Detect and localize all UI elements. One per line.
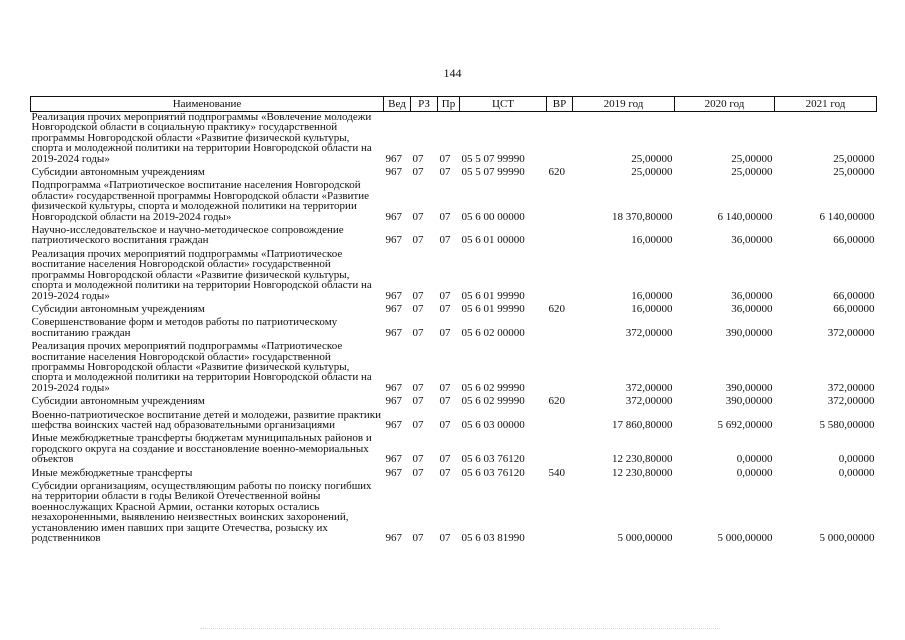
cell-rz: 07 (412, 453, 424, 466)
cell-ved: 967 (385, 326, 402, 339)
cell-y2019: 5 000,00000 (617, 532, 673, 545)
cell-rz: 07 (412, 234, 424, 247)
budget-table (30, 96, 877, 546)
cell-y2021: 5 000,00000 (819, 532, 875, 545)
cell-ved: 967 (385, 381, 402, 394)
cell-y2020: 36,00000 (731, 289, 773, 302)
cell-ved: 967 (385, 395, 402, 408)
cell-rz: 07 (412, 152, 424, 165)
table-row (31, 225, 877, 249)
cell-ved: 967 (385, 418, 402, 431)
cell-cst: 05 6 02 00000 (461, 326, 525, 339)
cell-rz: 07 (412, 289, 424, 302)
cell-y2021: 372,00000 (827, 326, 875, 339)
cell-y2021: 6 140,00000 (819, 210, 875, 223)
cell-y2020: 25,00000 (731, 152, 773, 165)
header-2019: 2019 год (573, 97, 675, 112)
cell-y2020: 25,00000 (731, 166, 773, 179)
table-row (31, 433, 877, 467)
cell-pr: 07 (439, 210, 451, 223)
header-vr: ВР (547, 97, 573, 112)
table-row (31, 396, 877, 409)
cell-y2021: 372,00000 (827, 395, 875, 408)
cell-rz: 07 (412, 466, 424, 479)
cell-pr: 07 (439, 234, 451, 247)
cell-rz: 07 (412, 302, 424, 315)
cell-pr: 07 (439, 289, 451, 302)
cell-pr: 07 (439, 326, 451, 339)
cell-y2020: 390,00000 (725, 381, 773, 394)
cell-ved: 967 (385, 152, 402, 165)
cell-name: Иные межбюджетные трансферты (31, 466, 193, 479)
cell-vr (547, 249, 573, 304)
cell-name: Реализация прочих мероприятий подпрограммы «Вовлечение молодежи Новгородской области в социальную практику» государственной программы Новгородской области «Развитие физической культуры, спорта и молодежной политики на территории Новгородской области на 2019-2024 годы» (31, 111, 372, 165)
cell-rz: 07 (412, 381, 424, 394)
cell-y2019: 18 370,80000 (612, 210, 673, 223)
cell-name: Реализация прочих мероприятий подпрограммы «Патриотическое воспитание населения Новгородской области» государственной программы Новгородской области «Развитие физической культуры, спорта и молодежной политики на территории Новгородской области на 2019-2024 годы» (31, 340, 372, 394)
cell-name: Военно-патриотическое воспитание детей и молодежи, развитие практики шефства воинских частей над образовательными организациями (31, 408, 381, 431)
cell-y2019: 16,00000 (631, 302, 673, 315)
table-row (31, 249, 877, 304)
table-row (31, 304, 877, 317)
cell-rz: 07 (412, 210, 424, 223)
cell-pr: 07 (439, 166, 451, 179)
cell-pr: 07 (439, 395, 451, 408)
cell-y2020: 5 000,00000 (717, 532, 773, 545)
cell-y2021: 66,00000 (833, 289, 875, 302)
cell-y2019: 16,00000 (631, 234, 673, 247)
table-row (31, 481, 877, 546)
cell-cst: 05 6 01 99990 (461, 302, 525, 315)
cell-name: Субсидии автономным учреждениям (31, 395, 205, 408)
cell-y2021: 66,00000 (833, 302, 875, 315)
header-ved: Вед (384, 97, 411, 112)
cell-y2021: 25,00000 (833, 166, 875, 179)
cell-ved: 967 (385, 210, 402, 223)
table-row (31, 468, 877, 481)
cell-y2021: 0,00000 (838, 453, 875, 466)
cell-pr: 07 (439, 381, 451, 394)
table-row (31, 341, 877, 396)
cell-cst: 05 6 02 99990 (461, 395, 525, 408)
table-row (31, 410, 877, 434)
table-row (31, 167, 877, 180)
cell-name: Подпрограмма «Патриотическое воспитание населения Новгородской области» государственной программы Новгородской области «Развитие физической культуры, спорта и молодежной политики на территории Новгородской области на 2019-2024 годы» (31, 179, 369, 223)
cell-vr: 620 (548, 166, 565, 179)
cell-cst: 05 6 02 99990 (461, 381, 525, 394)
cell-cst: 05 5 07 99990 (461, 152, 525, 165)
cell-y2019: 372,00000 (625, 326, 673, 339)
cell-vr (547, 225, 573, 249)
header-rz: РЗ (411, 97, 438, 112)
header-name: Наименование (31, 97, 384, 112)
cell-vr (547, 180, 573, 225)
page-number: 144 (443, 66, 462, 80)
cell-cst: 05 6 03 76120 (461, 453, 525, 466)
cell-y2019: 372,00000 (625, 381, 673, 394)
cell-rz: 07 (412, 418, 424, 431)
cell-vr (547, 481, 573, 546)
cell-name: Субсидии автономным учреждениям (31, 166, 205, 179)
cell-cst: 05 6 03 76120 (461, 466, 525, 479)
cell-rz: 07 (412, 395, 424, 408)
cell-pr: 07 (439, 532, 451, 545)
cell-cst: 05 6 03 00000 (461, 418, 525, 431)
cell-vr (547, 341, 573, 396)
cell-y2019: 12 230,80000 (612, 466, 673, 479)
cell-y2020: 0,00000 (736, 453, 773, 466)
cell-name: Совершенствование форм и методов работы по патриотическому воспитанию граждан (31, 316, 338, 339)
cell-y2020: 36,00000 (731, 302, 773, 315)
header-pr: Пр (438, 97, 460, 112)
cell-name: Иные межбюджетные трансферты бюджетам муниципальных районов и городского округа на создание и восстановление военно-мемориальных объектов (31, 432, 372, 466)
cell-y2021: 372,00000 (827, 381, 875, 394)
cell-pr: 07 (439, 418, 451, 431)
cell-name: Субсидии организациям, осуществляющим работы по поиску погибших на территории области в годы Великой Отечественной войны военнослужащих Красной Армии, останки которых остались незахороненными, выявлению неизвестных воинских захоронений, установлению имен павших при защите Отечества, розыску их родственников (31, 480, 372, 545)
cell-name: Субсидии автономным учреждениям (31, 302, 205, 315)
header-2020: 2020 год (675, 97, 775, 112)
cell-ved: 967 (385, 532, 402, 545)
cell-vr: 620 (548, 395, 565, 408)
cell-ved: 967 (385, 289, 402, 302)
cell-name: Научно-исследовательское и научно-методическое сопровождение патриотического воспитания граждан (31, 224, 344, 247)
table-row (31, 180, 877, 225)
cell-y2020: 390,00000 (725, 395, 773, 408)
scan-artifact-line (200, 628, 720, 630)
cell-cst: 05 6 01 99990 (461, 289, 525, 302)
cell-vr (547, 433, 573, 467)
cell-ved: 967 (385, 466, 402, 479)
cell-y2019: 16,00000 (631, 289, 673, 302)
header-cst: ЦСТ (460, 97, 547, 112)
cell-rz: 07 (412, 166, 424, 179)
cell-cst: 05 6 01 00000 (461, 234, 525, 247)
cell-vr: 540 (548, 466, 565, 479)
cell-pr: 07 (439, 453, 451, 466)
cell-y2020: 6 140,00000 (717, 210, 773, 223)
cell-y2019: 25,00000 (631, 152, 673, 165)
cell-cst: 05 5 07 99990 (461, 166, 525, 179)
cell-ved: 967 (385, 166, 402, 179)
cell-name: Реализация прочих мероприятий подпрограммы «Патриотическое воспитание населения Новгородской области» государственной программы Новгородской области «Развитие физической культуры, спорта и молодежной политики на территории Новгородской области на 2019-2024 годы» (31, 247, 372, 302)
cell-cst: 05 6 03 81990 (461, 532, 525, 545)
table-header-row (31, 97, 877, 112)
cell-y2019: 17 860,80000 (612, 418, 673, 431)
cell-vr: 620 (548, 302, 565, 315)
cell-vr (547, 410, 573, 434)
cell-ved: 967 (385, 302, 402, 315)
table-row (31, 317, 877, 341)
cell-y2020: 390,00000 (725, 326, 773, 339)
cell-cst: 05 6 00 00000 (461, 210, 525, 223)
cell-rz: 07 (412, 532, 424, 545)
cell-pr: 07 (439, 152, 451, 165)
cell-y2021: 5 580,00000 (819, 418, 875, 431)
cell-vr (547, 112, 573, 168)
cell-y2020: 5 692,00000 (717, 418, 773, 431)
cell-pr: 07 (439, 302, 451, 315)
cell-vr (547, 317, 573, 341)
cell-y2019: 25,00000 (631, 166, 673, 179)
cell-y2019: 372,00000 (625, 395, 673, 408)
cell-pr: 07 (439, 466, 451, 479)
cell-y2020: 0,00000 (736, 466, 773, 479)
table-body (31, 112, 877, 547)
header-2021: 2021 год (775, 97, 877, 112)
cell-y2021: 25,00000 (833, 152, 875, 165)
cell-ved: 967 (385, 453, 402, 466)
cell-y2020: 36,00000 (731, 234, 773, 247)
table-row (31, 112, 877, 168)
cell-rz: 07 (412, 326, 424, 339)
cell-y2019: 12 230,80000 (612, 453, 673, 466)
cell-ved: 967 (385, 234, 402, 247)
cell-y2021: 66,00000 (833, 234, 875, 247)
cell-y2021: 0,00000 (838, 466, 875, 479)
